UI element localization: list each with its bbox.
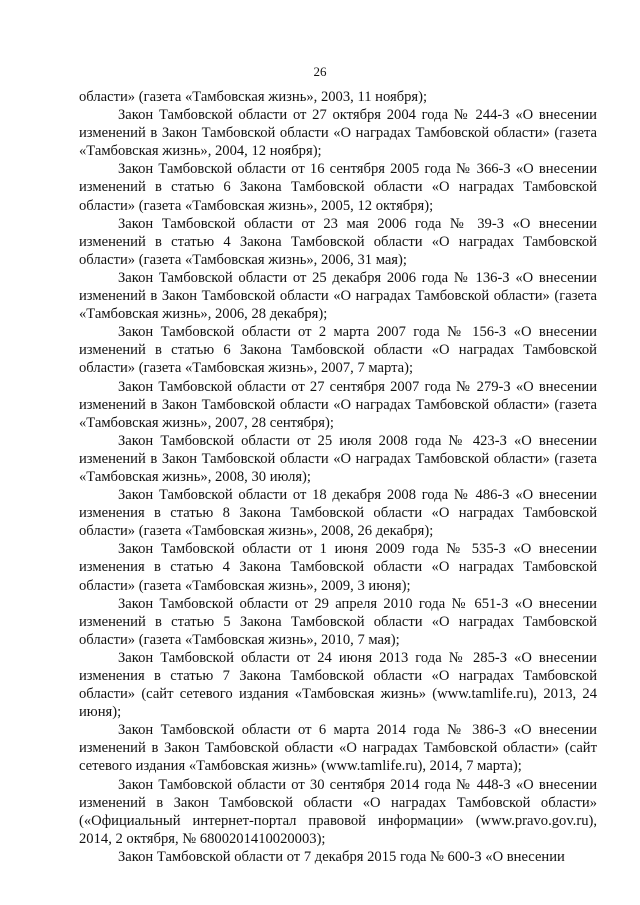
document-body xyxy=(79,88,597,866)
paragraph-continuation: области» (газета «Тамбовская жизнь», 2003, 11 ноября); xyxy=(79,89,428,105)
paragraph-law-2006-may: Закон Тамбовской области от 23 мая 2006 года № 39-З «О внесении изменений в статью 4 Закона Тамбовской области «О наградах Тамбовской области» (газета «Тамбовская жизнь», 2006, 31 мая); xyxy=(79,215,597,268)
paragraph-law-2010: Закон Тамбовской области от 29 апреля 2010 года № 651-З «О внесении изменений в статью 5 Закона Тамбовской области «О наградах Тамбовской области» (газета «Тамбовская жизнь», 2010, 7 мая); xyxy=(79,595,597,648)
paragraph-law-2006-december: Закон Тамбовской области от 25 декабря 2006 года № 136-З «О внесении изменений в Закон Тамбовской области «О наградах Тамбовской области» (газета «Тамбовская жизнь», 2006, 28 декабря); xyxy=(79,269,597,323)
page-number: 26 xyxy=(313,64,327,79)
paragraph-law-2013: Закон Тамбовской области от 24 июня 2013 года № 285-З «О внесении изменения в статью 7 Закона Тамбовской области «О наградах Тамбовской области» (сайт сетевого издания «Тамбовская жизнь» (www.tamlife.ru), 2013, 24 июня); xyxy=(79,649,597,721)
paragraph-law-2007-september: Закон Тамбовской области от 27 сентября 2007 года № 279-З «О внесении изменений в Закон Тамбовской области «О наградах Тамбовской области» (газета «Тамбовская жизнь», 2007, 28 сентября); xyxy=(79,378,597,431)
paragraph-law-2008-december: Закон Тамбовской области от 18 декабря 2008 года № 486-З «О внесении изменения в статью 8 Закона Тамбовской области «О наградах Тамбовской области» (газета «Тамбовская жизнь», 2008, 26 декабря); xyxy=(79,487,597,540)
paragraph-law-2015: Закон Тамбовской области от 7 декабря 2015 года № 600-З «О внесении xyxy=(118,848,565,865)
paragraph-law-2009: Закон Тамбовской области от 1 июня 2009 года № 535-З «О внесении изменения в статью 4 Закона Тамбовской области «О наградах Тамбовской области» (газета «Тамбовская жизнь», 2009, 3 июня); xyxy=(79,541,597,594)
paragraph-law-2004: Закон Тамбовской области от 27 октября 2004 года № 244-З «О внесении изменений в Закон Тамбовской области «О наградах Тамбовской области» (газета «Тамбовская жизнь», 2004, 12 ноября); xyxy=(79,107,597,160)
paragraph-law-2014-september: Закон Тамбовской области от 30 сентября 2014 года № 448-З «О внесении изменений в Закон Тамбовской области «О наградах Тамбовской области» («Официальный интернет-портал правовой информации» (www.pravo.gov.ru), 2014, 2 октября, № 6800201410020003); xyxy=(79,776,597,847)
paragraph-law-2007-march: Закон Тамбовской области от 2 марта 2007 года № 156-З «О внесении изменений в статью 6 Закона Тамбовской области «О наградах Тамбовской области» (газета «Тамбовская жизнь», 2007, 7 марта); xyxy=(79,324,597,377)
paragraph-law-2005: Закон Тамбовской области от 16 сентября 2005 года № 366-З «О внесении изменений в статью 6 Закона Тамбовской области «О наградах Тамбовской области» (газета «Тамбовская жизнь», 2005, 12 октября); xyxy=(79,161,597,214)
paragraph-law-2014-march: Закон Тамбовской области от 6 марта 2014 года № 386-З «О внесении изменений в Закон Тамбовской области «О наградах Тамбовской области» (сайт сетевого издания «Тамбовская жизнь» (www.tamlife.ru), 2014, 7 марта); xyxy=(79,722,597,775)
paragraph-law-2008-july: Закон Тамбовской области от 25 июля 2008 года № 423-З «О внесении изменений в Закон Тамбовской области «О наградах Тамбовской области» (газета «Тамбовская жизнь», 2008, 30 июля); xyxy=(79,432,597,485)
